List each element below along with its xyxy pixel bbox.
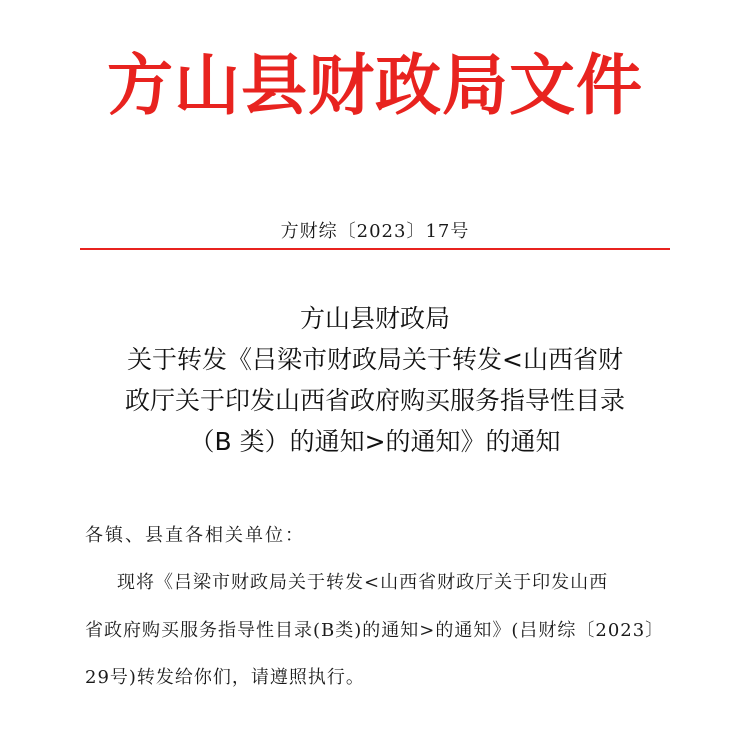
notice-title [60, 298, 690, 462]
title-line-issuer: 方山县财政局 [299, 304, 450, 333]
body-text-line: 29号)转发给你们，请遵照执行。 [85, 667, 365, 688]
title-line: 政厅关于印发山西省政府购买服务指导性目录 [124, 386, 625, 415]
title-line: （B 类）的通知>的通知》的通知 [189, 427, 561, 456]
salutation: 各镇、县直各相关单位： [85, 525, 305, 546]
document-number: 方财综〔2023〕17号 [280, 221, 470, 242]
title-line: 关于转发《吕梁市财政局关于转发<山西省财 [127, 345, 623, 374]
body-text-line: 省政府购买服务指导性目录(B类)的通知>的通知》(吕财综〔2023〕 [85, 620, 665, 641]
body-text-line: 现将《吕梁市财政局关于转发<山西省财政厅关于印发山西 [117, 572, 609, 593]
masthead-title: 方山县财政局文件 [107, 46, 643, 124]
red-divider-rule [80, 248, 670, 250]
